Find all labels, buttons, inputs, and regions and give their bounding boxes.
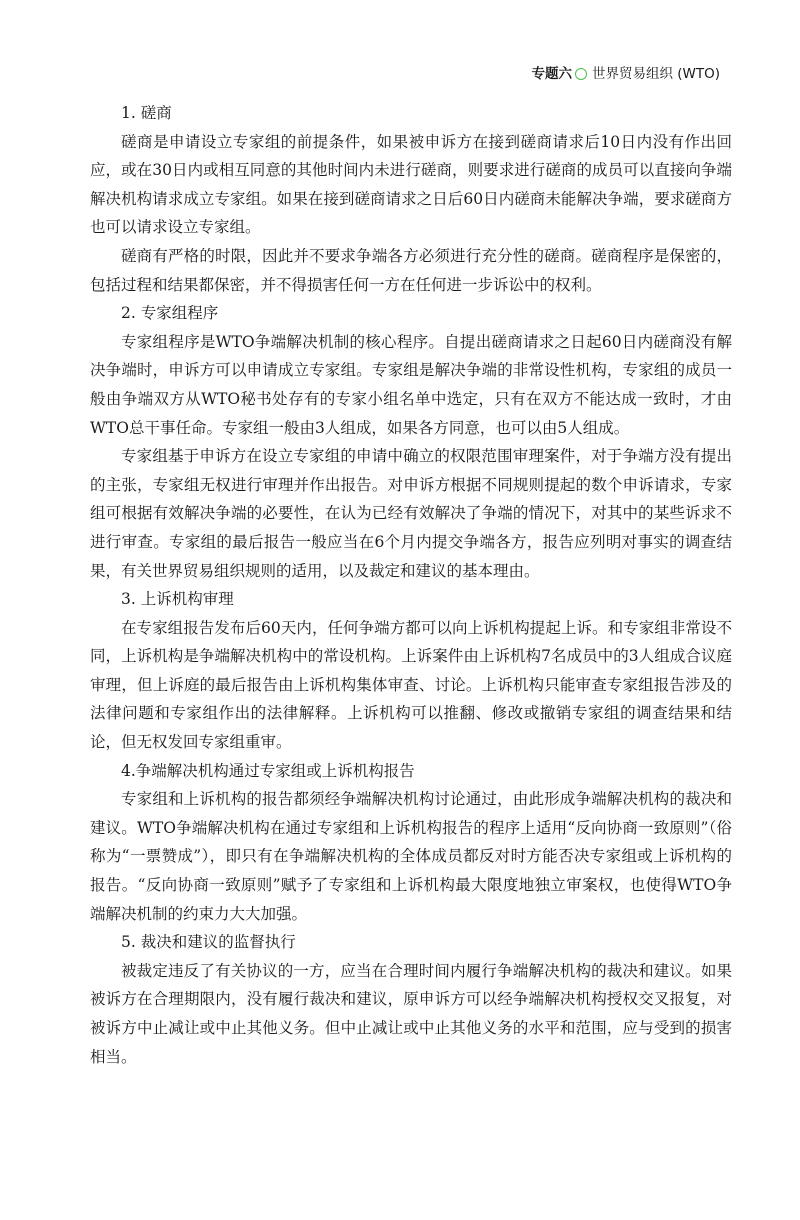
section-heading-appellate-review: 3. 上诉机构审理 [121,590,234,609]
header-title: 世界贸易组织 (WTO) [591,66,720,82]
paragraph: 专家组基于申诉方在设立专家组的申请中确立的权限范围审理案件，对于争端方没有提出的主张，专家组无权进行审理并作出报告。对申诉方根据不同规则提起的数个申诉请求，专家组可根据有效解决争端的必要性，在认为已经有效解决了争端的情况下，对其中的某些诉求不进行审查。专家组的最后报告一般应当在6个月内提交争端各方，报告应列明对事实的调查结果，有关世界贸易组织规则的适用，以及裁定和建议的基本理由。 [90,447,732,580]
paragraph: 被裁定违反了有关协议的一方，应当在合理时间内履行争端解决机构的裁决和建议。如果被诉方在合理期限内，没有履行裁决和建议，原申诉方可以经争端解决机构授权交叉报复，对被诉方中止减让或中止其他义务。但中止减让或中止其他义务的水平和范围，应与受到的损害相当。 [90,961,732,1066]
header-topic: 专题六 [531,66,572,82]
paragraph: 专家组和上诉机构的报告都须经争端解决机构讨论通过，由此形成争端解决机构的裁决和建议。WTO争端解决机构在通过专家组和上诉机构报告的程序上适用“反向协商一致原则”（俗称为“一票赞成”），即只有在争端解决机构的全体成员都反对时方能否决专家组或上诉机构的报告。“反向协商一致原则”赋予了专家组和上诉机构最大限度地独立审案权，也使得WTO争端解决机制的约束力大大加强。 [90,790,732,923]
running-header [531,64,720,84]
paragraph: 专家组程序是WTO争端解决机制的核心程序。自提出磋商请求之日起60日内磋商没有解决争端时，申诉方可以申请成立专家组。专家组是解决争端的非常设性机构，专家组的成员一般由争端双方从WTO秘书处存有的专家小组名单中选定，只有在双方不能达成一致时，才由WTO总干事任命。专家组一般由3人组成，如果各方同意，也可以由5人组成。 [90,332,732,437]
section-heading-consultation: 1. 磋商 [121,104,172,122]
section-heading-implementation: 5. 裁决和建议的监督执行 [121,933,296,952]
section-heading-report-adoption: 4.争端解决机构通过专家组或上诉机构报告 [121,761,415,780]
section-heading-panel-procedure: 2. 专家组程序 [121,304,219,323]
body-text [90,99,732,1071]
paragraph: 磋商是申请设立专家组的前提条件，如果被申诉方在接到磋商请求后10日内没有作出回应，或在30日内或相互同意的其他时间内未进行磋商，则要求进行磋商的成员可以直接向争端解决机构请求成立专家组。如果在接到磋商请求之日后60日内磋商未能解决争端，要求磋商方也可以请求设立专家组。 [90,132,732,237]
circle-icon [575,68,587,80]
paragraph: 在专家组报告发布后60天内，任何争端方都可以向上诉机构提起上诉。和专家组非常设不同，上诉机构是争端解决机构中的常设机构。上诉案件由上诉机构7名成员中的3人组成合议庭审理，但上诉庭的最后报告由上诉机构集体审查、讨论。上诉机构只能审查专家组报告涉及的法律问题和专家组作出的法律解释。上诉机构可以推翻、修改或撤销专家组的调查结果和结论，但无权发回专家组重审。 [90,618,732,752]
paragraph: 磋商有严格的时限，因此并不要求争端各方必须进行充分性的磋商。磋商程序是保密的，包括过程和结果都保密，并不得损害任何一方在任何进一步诉讼中的权利。 [90,246,732,294]
